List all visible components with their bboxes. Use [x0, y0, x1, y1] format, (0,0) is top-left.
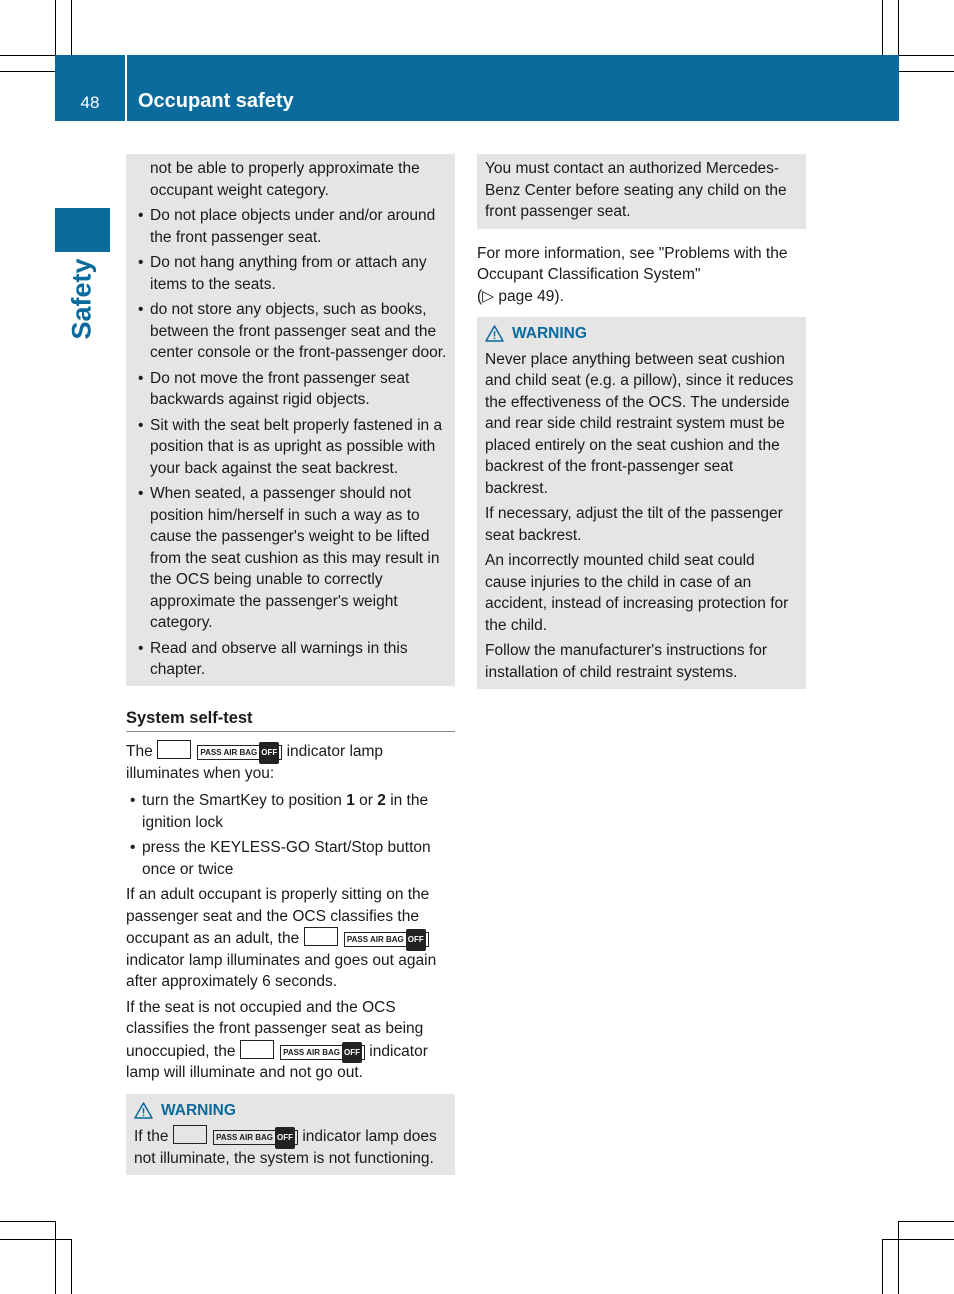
warning-text — [134, 1125, 447, 1169]
list-intro: not be able to properly approximate the occupant weight category. — [150, 160, 420, 199]
list-item: • Sit with the seat belt properly fastened in a position that is as upright as possible with your back against the seat backrest. — [134, 415, 449, 480]
left-column — [126, 154, 455, 1175]
warning-box — [477, 317, 806, 689]
side-tab-block — [55, 208, 110, 252]
text: indicator lamp illuminates and goes out again after approximately 6 seconds. — [126, 951, 437, 990]
crop-mark — [882, 1239, 883, 1294]
side-tab — [56, 258, 108, 340]
crop-mark — [55, 0, 56, 56]
safety-tips-box — [126, 154, 455, 686]
section-heading: System self-test — [126, 708, 455, 733]
note-box — [477, 154, 806, 229]
off-text: OFF — [275, 1127, 295, 1149]
warning-heading — [134, 1100, 447, 1122]
seat-occupancy-icon — [173, 1125, 207, 1144]
text: If the seat is not occupied and the OCS classifies the front passenger seat as being unoccupied, the — [126, 998, 424, 1060]
crop-mark — [0, 1221, 56, 1222]
list-item — [126, 790, 455, 833]
page-number: 48 — [80, 93, 100, 112]
pass-airbag-off-icon — [280, 1045, 365, 1060]
safety-tips-list — [134, 205, 449, 681]
text: indicator lamp illuminates when you: — [126, 743, 384, 782]
paragraph — [126, 997, 455, 1084]
text: If an adult occupant is properly sitting on the passenger seat and the OCS classifies the occupant as an adult, the — [126, 886, 430, 947]
page-title: Occupant safety — [138, 90, 294, 112]
page-header — [55, 55, 899, 121]
crop-mark — [0, 1239, 72, 1240]
side-tab-label: Safety — [66, 258, 97, 340]
crop-mark — [898, 1221, 899, 1294]
text: indicator lamp will illuminate and not go out. — [126, 1042, 428, 1081]
pass-airbag-off-icon — [197, 745, 282, 760]
warning-label: WARNING — [161, 1101, 236, 1119]
list-item: • When seated, a passenger should not position him/herself in such a way as to cause the passenger's weight to be lifted from the seat cushion as this may result in the OCS being unable to correctly approximate the passenger's weight category. — [134, 483, 449, 634]
warning-text: Follow the manufacturer's instructions for installation of child restraint systems. — [485, 642, 768, 681]
list-item: • Do not hang anything from or attach any items to the seats. — [134, 252, 449, 295]
note-text: You must contact an authorized Mercedes-Benz Center before seating any child on the front passenger seat. — [485, 160, 787, 220]
paragraph — [126, 740, 455, 784]
page-reference: (▷ page 49). — [477, 287, 564, 305]
warning-text: If necessary, adjust the tilt of the passenger seat backrest. — [485, 505, 783, 544]
crop-mark — [71, 1239, 72, 1294]
warning-text: An incorrectly mounted child seat could cause injuries to the child in case of an accident, instead of increasing protection for the child. — [485, 552, 789, 634]
warning-text: Never place anything between seat cushion and child seat (e.g. a pillow), since it reduces the effectiveness of the OCS. The underside and rear side child restraint system must be placed entirely on the seat cushion and the backrest of the front-passenger seat backrest. — [485, 350, 794, 497]
seat-occupancy-icon — [240, 1040, 274, 1059]
text: indicator lamp does not illuminate, the system is not functioning. — [134, 1128, 437, 1167]
list-item: • press the KEYLESS-GO Start/Stop button once or twice — [126, 837, 455, 880]
crop-mark — [882, 1239, 954, 1240]
pass-text: PASS AIR BAG — [283, 1047, 340, 1057]
list-item: • Do not move the front passenger seat backwards against rigid objects. — [134, 368, 449, 411]
seat-occupancy-icon — [304, 927, 338, 946]
off-text: OFF — [406, 929, 426, 951]
seat-occupancy-icon — [157, 740, 191, 759]
list-item: • Read and observe all warnings in this chapter. — [134, 638, 449, 681]
header-divider — [125, 55, 127, 121]
crop-mark — [71, 0, 72, 56]
crop-mark — [0, 55, 56, 56]
pass-airbag-off-icon — [213, 1130, 298, 1145]
right-column — [477, 154, 806, 689]
text: in the ignition lock — [142, 792, 429, 831]
pass-text: PASS AIR BAG — [346, 935, 404, 944]
text: If the — [134, 1128, 169, 1145]
crop-mark — [882, 0, 883, 56]
warning-label: WARNING — [512, 325, 587, 342]
crop-mark — [898, 1221, 954, 1222]
bold-text: 2 — [377, 792, 386, 809]
crop-mark — [55, 1221, 56, 1294]
warning-triangle-icon — [134, 1102, 153, 1119]
off-text: OFF — [259, 742, 279, 764]
crop-mark — [898, 71, 954, 72]
text: or — [359, 792, 373, 809]
off-text: OFF — [342, 1042, 362, 1064]
bold-text: 1 — [346, 792, 355, 809]
more-info-paragraph — [477, 243, 806, 308]
crop-mark — [0, 71, 56, 72]
pass-text: PASS AIR BAG — [200, 748, 258, 757]
crop-mark — [898, 0, 899, 56]
crop-mark — [898, 55, 954, 56]
warning-heading — [485, 323, 798, 345]
list-item: • Do not place objects under and/or around the front passenger seat. — [134, 205, 449, 248]
pass-airbag-off-icon — [344, 932, 429, 947]
self-test-list — [126, 790, 455, 880]
list-item: • do not store any objects, such as books, between the front passenger seat and the center console or the front-passenger door. — [134, 299, 449, 364]
text: turn the SmartKey to position — [142, 792, 342, 809]
text: For more information, see "Problems with the Occupant Classification System" — [477, 244, 788, 283]
warning-box — [126, 1094, 455, 1176]
pass-text: PASS AIR BAG — [216, 1133, 273, 1142]
warning-triangle-icon — [485, 325, 504, 342]
paragraph — [126, 884, 455, 993]
text: The — [126, 743, 153, 760]
